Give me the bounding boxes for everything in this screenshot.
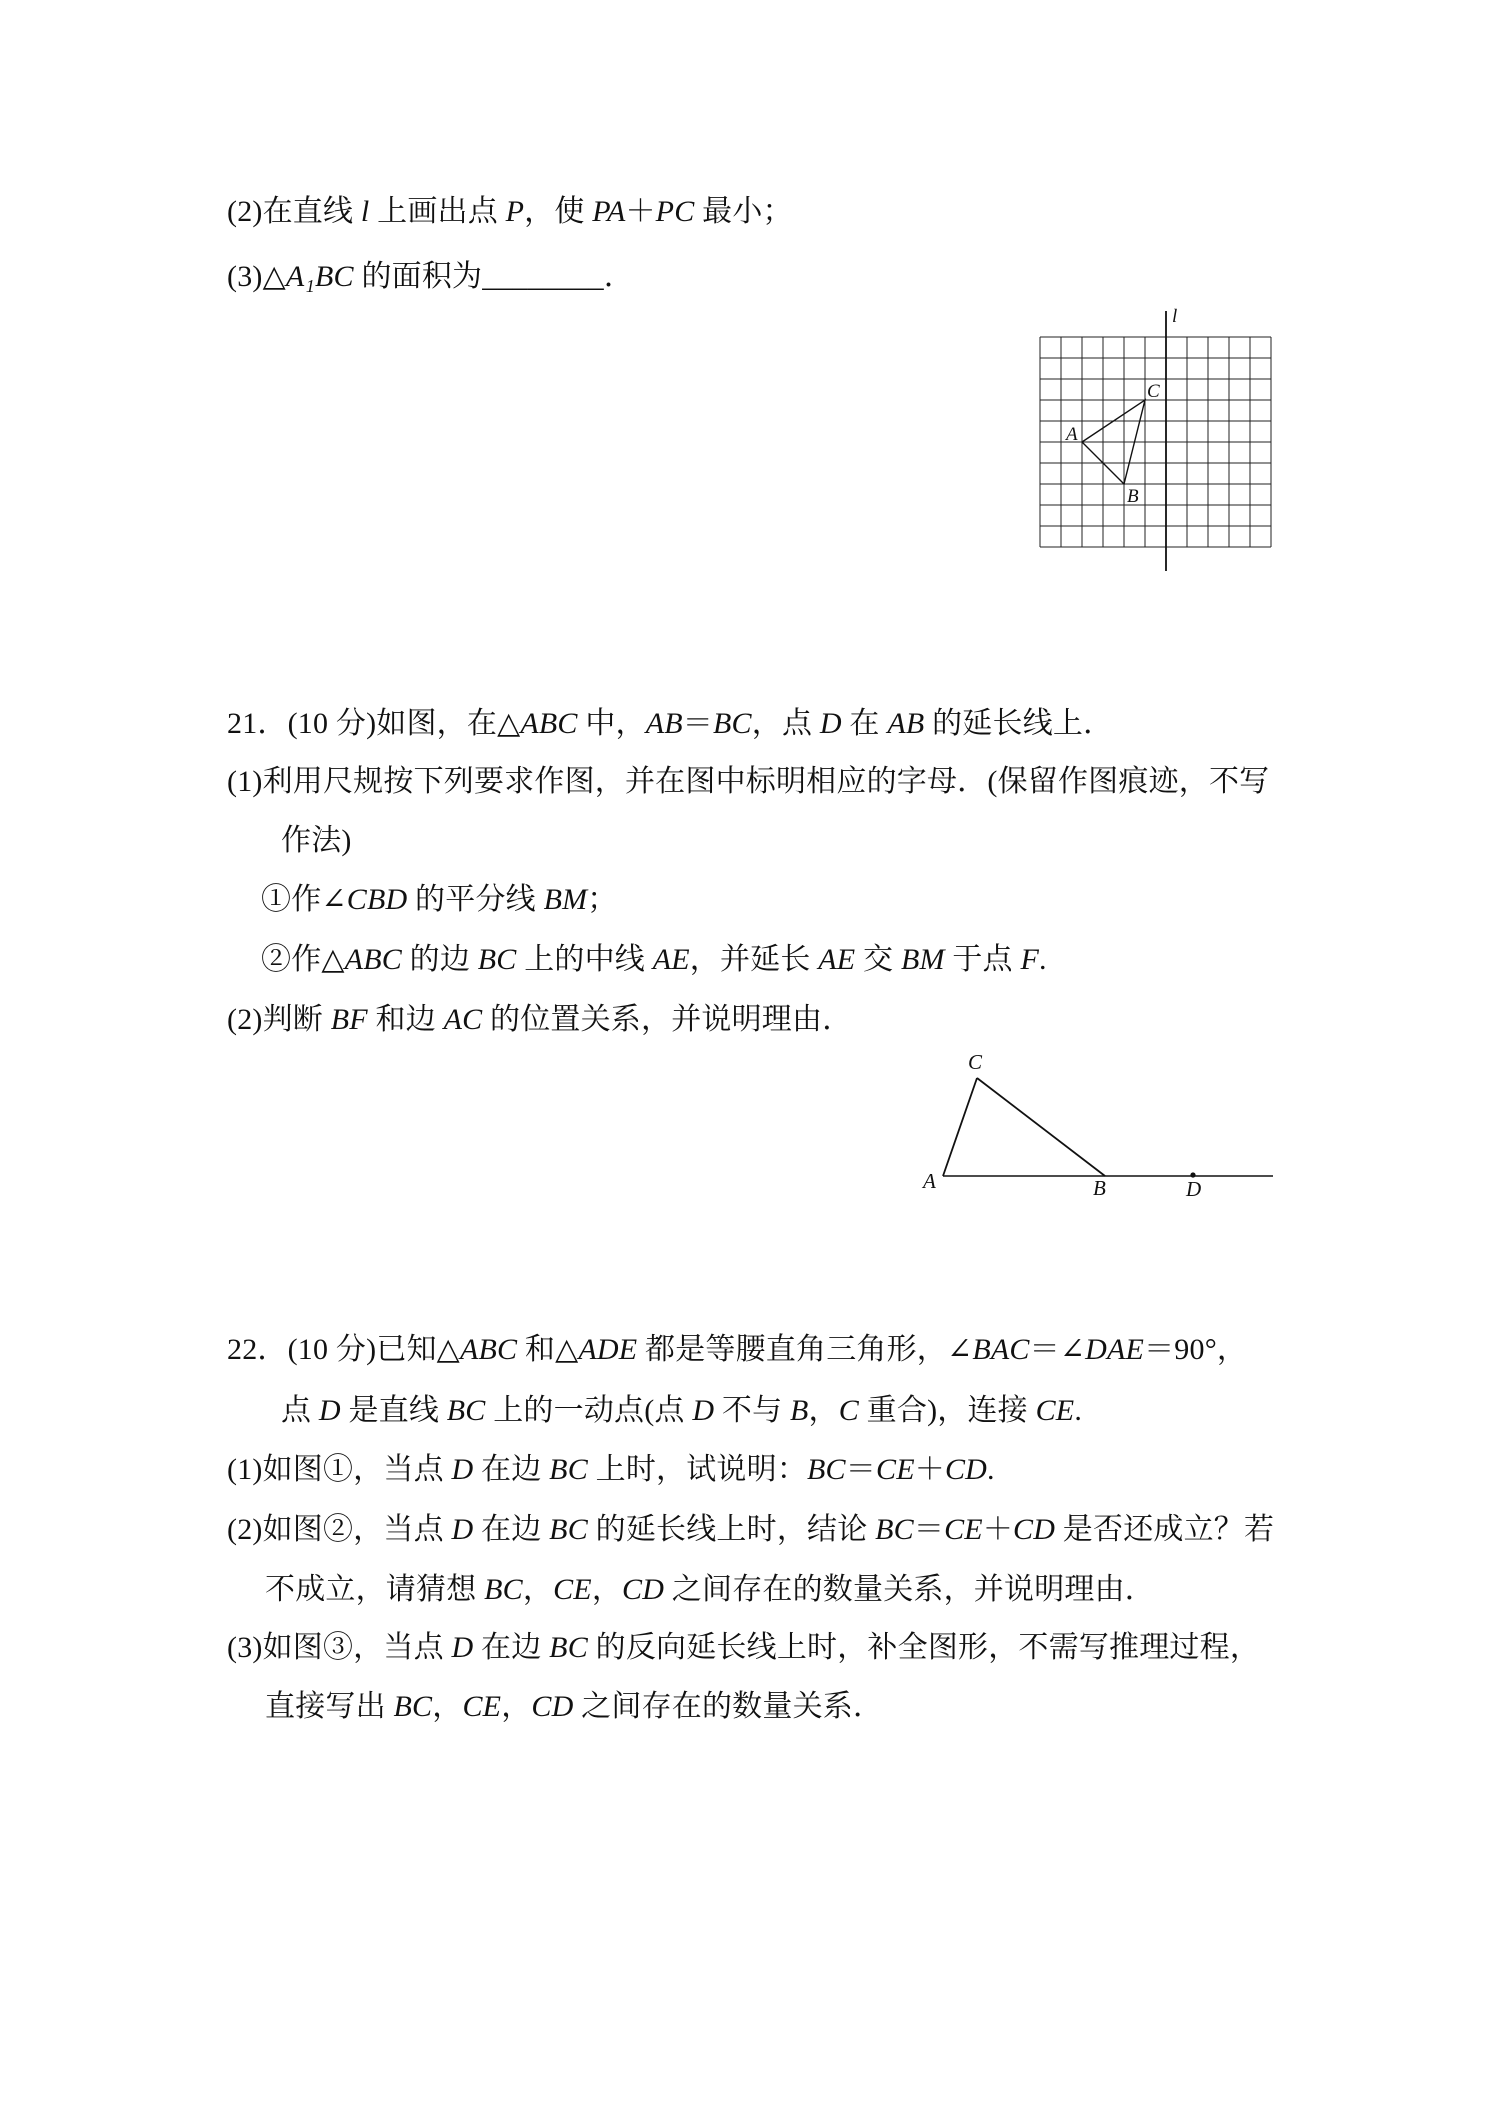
point-a-label: A [923, 1169, 936, 1193]
point-b-label: B [1127, 486, 1139, 507]
segment-ac [943, 1078, 977, 1176]
q22-part2: (2)如图②，当点 D 在边 BC 的延长线上时，结论 BC＝CE＋CD 是否还成立？若 [227, 1513, 1275, 1546]
point-c-label: C [968, 1050, 983, 1074]
q20-part3: (3)△A₁BC 的面积为________． [227, 260, 635, 293]
q21-part1: (1)利用尺规按下列要求作图，并在图中标明相应的字母．(保留作图痕迹，不写 [227, 765, 1270, 798]
q21-step2: ②作△ABC 的边 BC 上的中线 AE，并延长 AE 交 BM 于点 F. [261, 943, 1047, 976]
line-l-label: l [1172, 306, 1178, 327]
triangle-figure [900, 1040, 1290, 1210]
point-b-label: B [1093, 1176, 1106, 1200]
q22-part3: (3)如图③，当点 D 在边 BC 的反向延长线上时，补全图形，不需写推理过程， [227, 1631, 1261, 1664]
grid-figure [1030, 300, 1290, 580]
q21-stem: 21．(10 分)如图，在△ABC 中，AB＝BC，点 D 在 AB 的延长线上． [227, 707, 1114, 740]
point-a-label: A [1066, 424, 1078, 445]
q21-step1: ①作∠CBD 的平分线 BM； [261, 883, 618, 916]
q22-stem: 22．(10 分)已知△ABC 和△ADE 都是等腰直角三角形，∠BAC＝∠DAE＝90°， [227, 1333, 1248, 1366]
q22-part3-continued: 直接写出 BC，CE，CD 之间存在的数量关系． [265, 1690, 884, 1723]
point-c-label: C [1147, 381, 1160, 402]
segment-cb [977, 1078, 1105, 1176]
q20-part2: (2)在直线 l 上画出点 P，使 PA＋PC 最小； [227, 195, 793, 228]
q21-part2: (2)判断 BF 和边 AC 的位置关系，并说明理由． [227, 1003, 853, 1036]
q22-part1: (1)如图①，当点 D 在边 BC 上时，试说明：BC＝CE＋CD. [227, 1453, 995, 1486]
point-d-label: D [1186, 1177, 1202, 1201]
q22-part2-continued: 不成立，请猜想 BC，CE，CD 之间存在的数量关系，并说明理由． [265, 1573, 1155, 1606]
q21-part1-continued: 作法) [281, 824, 352, 857]
q22-stem-continued: 点 D 是直线 BC 上的一动点(点 D 不与 B，C 重合)，连接 CE. [281, 1394, 1083, 1427]
